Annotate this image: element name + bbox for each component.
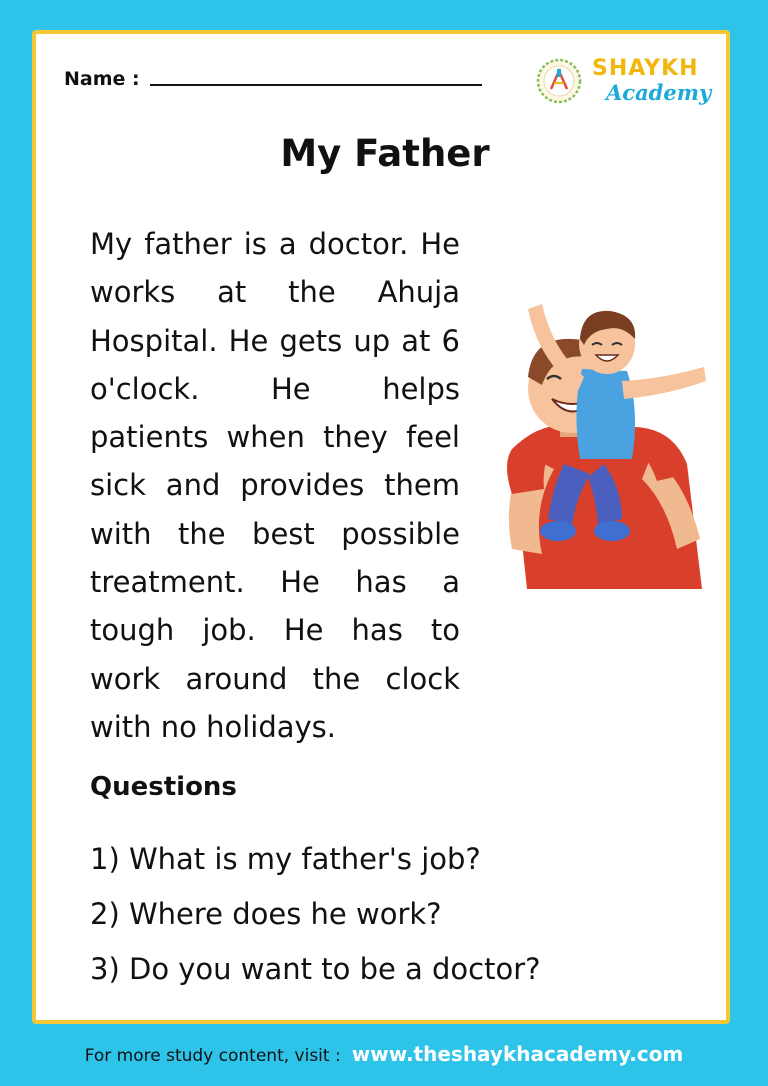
footer-website-link[interactable]: www.theshaykhacademy.com [351, 1042, 684, 1066]
reading-passage: My father is a doctor. He works at the Ahuja Hospital. He gets up at 6 o'clock. He helps patients when they feel sick and provides them with the best possible treatment. He has a tough job. He has to work around the clock with no holidays. [90, 227, 460, 744]
name-label: Name : [64, 68, 140, 90]
question-list [90, 834, 541, 999]
father-carrying-son-on-shoulders-illustration [472, 249, 717, 589]
page-title: My Father [280, 132, 490, 175]
name-input-line[interactable] [150, 84, 482, 86]
logo-brand-line2: Academy [606, 80, 712, 105]
shaykh-academy-logo [536, 56, 716, 120]
worksheet [32, 30, 730, 1024]
name-row [64, 68, 482, 90]
shaykh-academy-emblem-icon [536, 58, 582, 104]
question-item: 1) What is my father's job? [90, 842, 481, 876]
questions-heading: Questions [90, 772, 237, 802]
footer-prefix: For more study content, visit : [84, 1046, 341, 1066]
footer [0, 1042, 768, 1066]
logo-brand-line1: SHAYKH [592, 56, 699, 81]
question-item: 3) Do you want to be a doctor? [90, 952, 541, 986]
question-item: 2) Where does he work? [90, 897, 442, 931]
